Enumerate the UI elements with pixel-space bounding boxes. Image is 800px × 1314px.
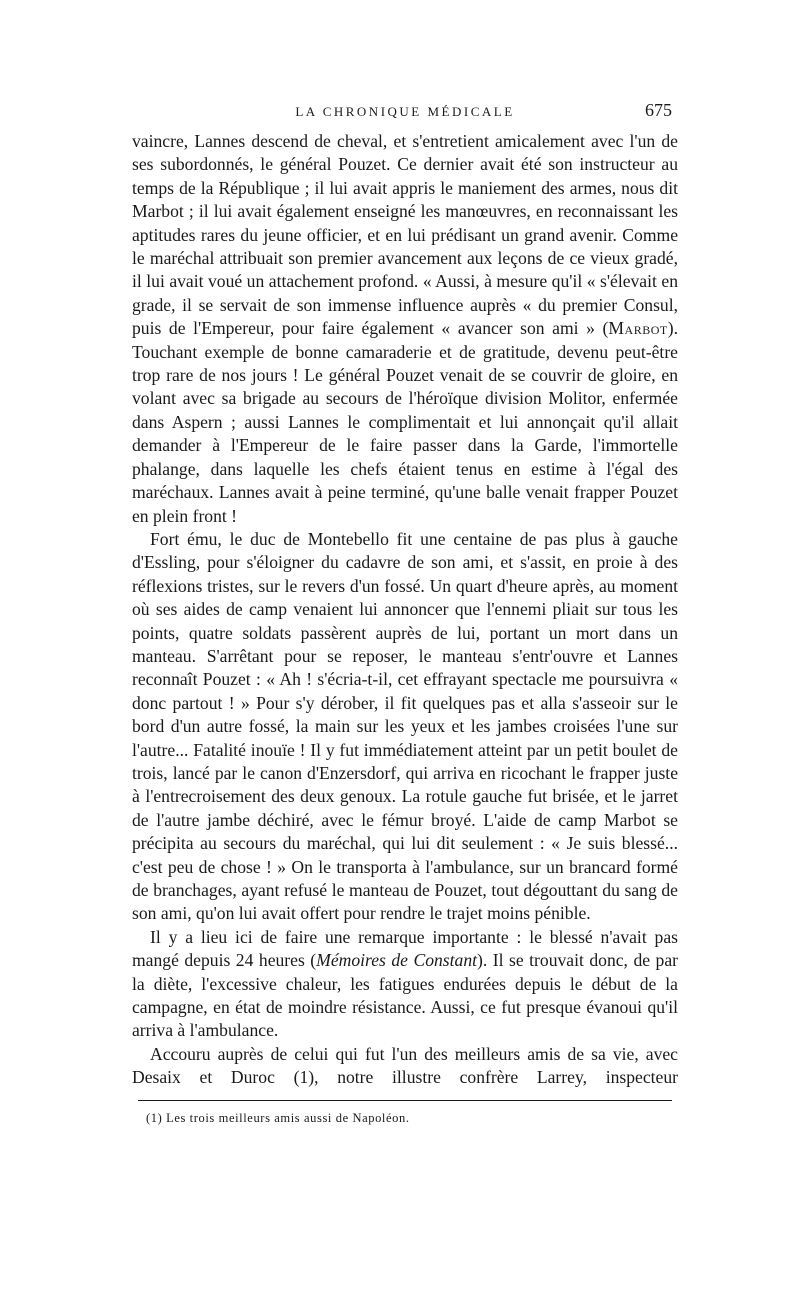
running-title: LA CHRONIQUE MÉDICALE	[295, 104, 515, 119]
page-number: 675	[645, 100, 672, 120]
paragraph-3-part-a: Il y a lieu ici de faire une remarque importante : le blessé n'avait pas mangé depuis 24 heures (	[132, 926, 678, 971]
running-header	[132, 100, 678, 126]
body-text	[132, 130, 678, 1090]
book-page	[132, 100, 678, 1126]
paragraph-4: Accouru auprès de celui qui fut l'un des meilleurs amis de sa vie, avec Desaix et Duroc (1), notre illustre confrère Larrey, inspecteur	[132, 1043, 678, 1088]
paragraph-2: Fort ému, le duc de Montebello fit une centaine de pas plus à gauche d'Essling, pour s'éloigner du cadavre de son ami, et s'assit, en proie à des réflexions tristes, sur le revers d'un fossé. Un quart d'heure après, au moment où ses aides de camp venaient lui annoncer que l'ennemi pliait sur tous les points, quatre soldats passèrent auprès de lui, portant un mort dans un manteau. S'arrêtant pour se reposer, le manteau s'entr'ouvre et Lannes reconnaît Pouzet : « Ah ! s'écria-t-il, cet effrayant spectacle me poursuivra « donc partout ! » Pour s'y dérober, il fit quelques pas et alla s'asseoir sur le bord d'un autre fossé, la main sur les yeux et les jambes croisées l'une sur l'autre... Fatalité inouïe ! Il y fut immédiatement atteint par un petit boulet de trois, lancé par le canon d'Enzersdorf, qui arriva en ricochant le frapper juste à l'entrecroisement des deux genoux. La rotule gauche fut brisée, et le jarret de l'autre jambe déchiré, avec le fémur broyé. L'aide de camp Marbot se précipita au secours du maréchal, qui lui dit seulement : « Je suis blessé... c'est peu de chose ! » On le transporta à l'ambulance, sur un brancard formé de branchages, ayant refusé le manteau de Pouzet, tout dégouttant du sang de son ami, qu'on lui avait offert pour rendre le trajet moins pénible.	[132, 528, 678, 924]
paragraph-3	[132, 926, 678, 1043]
paragraph-3-part-b: ). Il se trouvait donc, de par la diète, l'excessive chaleur, les fatigues endurées depuis le début de la campagne, en état de moindre résistance. Aussi, ce fut presque évanoui qu'il arriva à l'ambulance.	[132, 950, 679, 1041]
paragraph-1-part-a: vaincre, Lannes descend de cheval, et s'entretient amicalement avec l'un de ses subordonnés, le général Pouzet. Ce dernier avait été son instructeur au temps de la République ; il lui avait appris le maniement des armes, nous dit Marbot ; il lui avait également enseigné les manœuvres, en reconnaissant les aptitudes rares du jeune officier, et en lui prédisant un grand avenir. Comme le maréchal attribuait son premier avancement aux leçons de ce vieux gradé, il lui avait voué un attachement profond. « Aussi, à mesure qu'il « s'élevait en grade, il se servait de son immense influence auprès « du premier Consul, puis de l'Empereur, pour faire également « avancer son ami » (	[132, 131, 678, 339]
footnote: (1) Les trois meilleurs amis aussi de Napoléon.	[146, 1110, 410, 1125]
paragraph-1	[132, 130, 678, 528]
paragraph-1-part-b: ). Touchant exemple de bonne camaraderie et de gratitude, devenu peut-être trop rare de nos jours ! Le général Pouzet venait de se couvrir de gloire, en volant avec sa brigade au secours de l'héroïque division Molitor, enfermée dans Aspern ; aussi Lannes le complimentait et lui annonçait qu'il allait demander à l'Empereur de le faire passer dans la Garde, l'immortelle phalange, dans laquelle les chefs étaient tenus en estime à l'égal des maréchaux. Lannes avait à peine terminé, qu'une balle venait frapper Pouzet en plein front !	[132, 318, 678, 526]
citation-author: Marbot	[608, 318, 668, 339]
cited-work-title: Mémoires de Constant	[316, 950, 478, 971]
footnote-divider	[138, 1100, 672, 1101]
